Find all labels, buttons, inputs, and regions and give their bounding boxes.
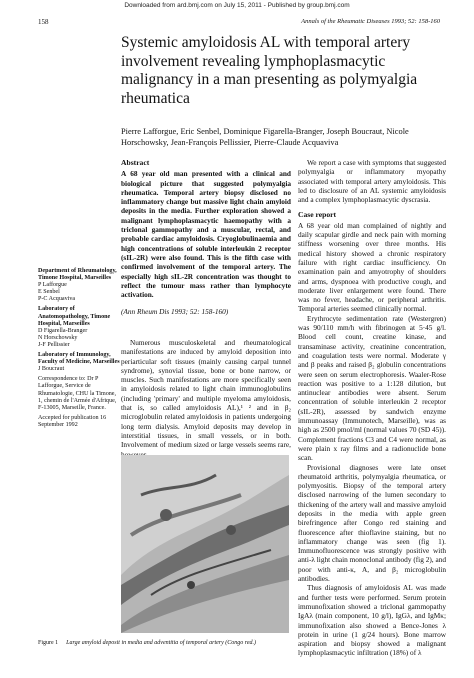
author-list: Pierre Lafforgue, Eric Senbel, Dominique Figarella-Branger, Joseph Boucraut, Nicole Horschowsky, Jean-François Pellissier, Pierre-Claude Acquaviva — [121, 127, 409, 147]
case-report-heading: Case report — [298, 210, 337, 220]
case-paragraph-2: Erythrocyte sedimentation rate (Westergren) was 90/110 mm/h with fibrinogen at 5·45 g/l. Blood cell count, creatine kinase, and transaminase activity, creatinine concentration, and coagulation tests were normal. Moderate γ and β peaks and raised β₂ globulin concentrations were seen on serum electrophoresis. Waaler-Rose reaction was positive to a 1:128 dilution, but antinuclear antibodies were absent. Serum concentration of soluble interleukin 2 receptor (sIL-2R), assessed by sandwich enzyme immunoassay (Immunotech, Marseille), was as high as 2500 pmol/ml (normal values 70 (SD 45)). Complement fractions C3 and C4 were normal, as were plain x ray films and a radionuclide bone scan. — [298, 313, 446, 463]
affiliations-sidebar — [38, 268, 120, 432]
intro-paragraph: Numerous musculoskeletal and rheumatological manifestations are induced by amyloid deposition into periarticular soft tissues (mainly causing carpal tunnel syndrome), synovial tissue, bone or bone narrow, or muscles. Such manifestations are more specifically seen in amyloidosis related to light chain immunoglobulins (including 'primary' and multiple myeloma amyloidosis, that is, so called amyloidosis AL),¹ ² and in β₂ microglobulin related amyloidosis in patients undergoing long term dialysis. Amyloid deposits may develop in interstitial tissues, in small vessels, or in both. Involvement of medium sized or large vessels seems rare, — [121, 338, 291, 450]
affiliation-rheumatology: Department of Rheumatology, Timone Hospital, Marseilles — [38, 268, 117, 282]
right-column — [298, 158, 446, 658]
abstract-heading: Abstract — [121, 158, 150, 167]
accepted-date: Accepted for publication 16 September 1992 — [38, 414, 107, 428]
figure-caption — [38, 640, 298, 646]
figure-label: Figure 1 — [38, 640, 59, 646]
affiliation-author: P-C Acquaviva — [38, 296, 76, 303]
article-title: Systemic amyloidosis AL with temporal artery involvement revealing lymphoplasmacytic malignancy in a man presenting as polymyalgia rheumatica — [121, 34, 418, 107]
affiliation-author: D Figarella-Branger — [38, 327, 88, 334]
page-number: 158 — [38, 18, 49, 26]
correspondence: Correspondence to: Dr P Lafforgue, Service de Rhumatologie, CHU la Timone, 1, chemin de l'Armée d'Afrique, F-13005, Marseille, France. — [38, 376, 117, 411]
abstract-section — [121, 158, 291, 317]
journal-reference: Annals of the Rheumatic Diseases 1993; 52: 158-160 — [301, 18, 440, 25]
right-intro-paragraph: We report a case with symptoms that suggested polymyalgia or inflammatory myopathy associated with temporal artery amyloidosis. This led to disclosure of an AL systemic amyloidosis and a complex lymphoplasmacytic dyscrasia. — [298, 158, 446, 205]
case-paragraph-3: Provisional diagnoses were late onset rheumatoid arthritis, polymyalgia rheumatica, or polymyositis. Biopsy of the temporal artery disclosed narrowing of the lumen secondary to thickening of the artery wall and massive amyloid deposits in the media with apple green birefringence after Congo red staining and fluorescence after thioflavine staining, but no inflammatory change was seen (fig 1). Immunofluorescence was strongly positive with anti-λ light chain monoclonal antibody (fig 2), and poor with anti-κ, A, and β₂ microglobulin antibodies. — [298, 462, 446, 584]
affiliation-author: J Boucraut — [38, 366, 65, 373]
micrograph-image — [121, 455, 289, 633]
abstract-text: A 68 year old man presented with a clinical and biological picture that suggested polymyalgia rheumatica. Temporal artery biopsy disclosed no inflammatory change but massive light chain amyloid deposits in the media. Further exploration showed a malignant lymphoplasmacytic haemopathy with a triclonal gammopathy and a muscular, rectal, and probable cardiac amyloidosis. Cryoglobulinaemia and high concentrations of soluble interleukin 2 receptor (sIL-2R) were also found. This is the fifth case with confirmed involvement of the temporal artery. The especially high sIL-2R concentration was thought to reflect the tumour mass rather than lymphocyte activation. — [121, 169, 291, 300]
abstract-citation: (Ann Rheum Dis 1993; 52: 158-160) — [121, 307, 229, 317]
case-paragraph-1: A 68 year old man complained of nightly and daily scapular girdle and neck pain with morning stiffness worsening over three months. His medical history showed a chronic respiratory failure with right cardiac insufficiency. On examination pain and amyotrophy of shoulders and arms, dyspnoea with productive cough, and moderate liver enlargement were found. There was no fever, headache, or peripheral arthritis. Temporal arteries seemed clinically normal. — [298, 220, 446, 314]
figure-micrograph — [121, 455, 289, 633]
affiliation-immunology: Laboratory of Immunology, Faculty of Medicine, Marseilles — [38, 352, 120, 366]
affiliation-anatomopathology: Laboratory of Anatomopathology, Timone Hospital, Marseilles — [38, 306, 111, 327]
affiliation-author: P Lafforgue — [38, 282, 67, 289]
affiliation-author: E Senbel — [38, 289, 60, 296]
affiliation-author: J-F Pellissier — [38, 341, 70, 348]
affiliation-author: N Horschowsky — [38, 334, 78, 341]
intro-section — [121, 338, 291, 459]
download-line: Downloaded from ard.bmj.com on July 15, 2011 - Published by group.bmj.com — [124, 2, 350, 9]
case-paragraph-4: Thus diagnosis of amyloidosis AL was made and further tests were performed. Serum protein immunofixation showed a triclonal gammopathy IgAλ (main component, 10 g/l), IgGλ, and IgMκ; immunofixation also showed a Bence-Jones λ protein in urine (1 g/24 hours). Bone marrow aspiration and biopsy showed a malignant lymphoplasmacytic infiltration (18%) of λ — [298, 583, 446, 658]
figure-caption-text: Large amyloid deposit in media and adventitia of temporal artery (Congo red.) — [66, 640, 257, 646]
